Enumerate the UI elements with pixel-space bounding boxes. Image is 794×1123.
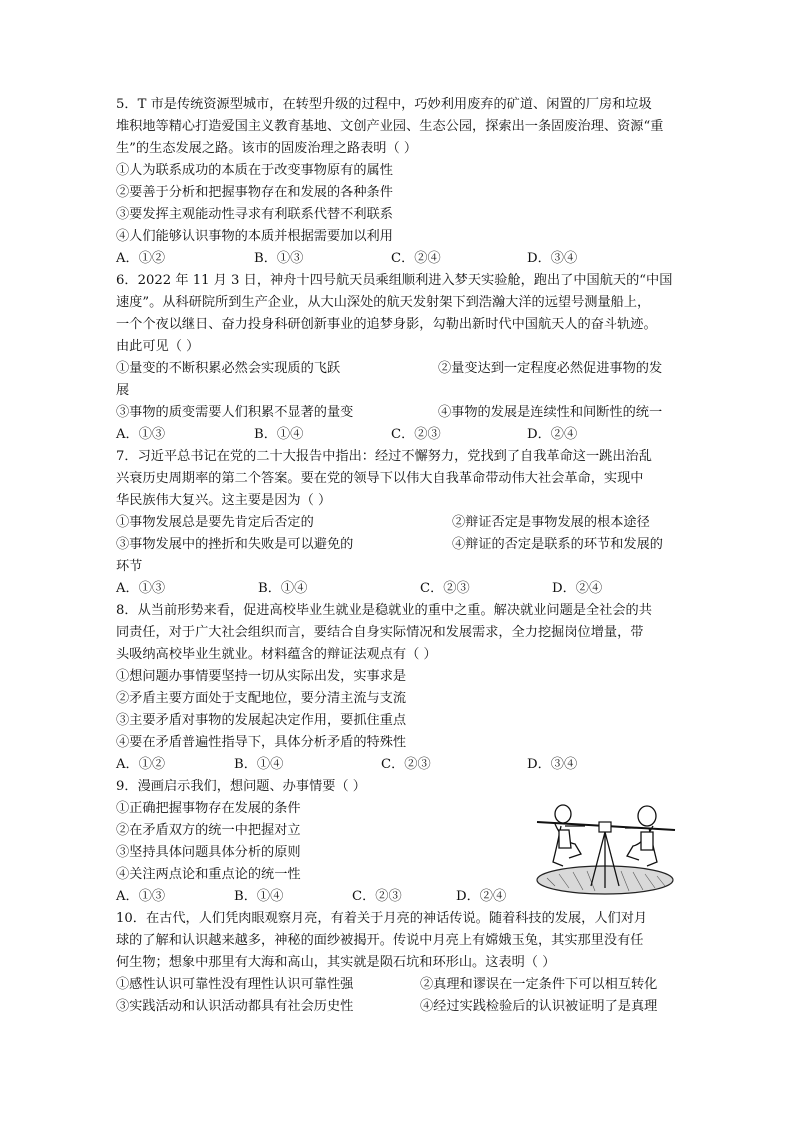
question-7-choice-c: C．②③ bbox=[420, 581, 470, 596]
question-9-item-3: ③坚持具体问题具体分析的原则 bbox=[116, 845, 301, 860]
question-8-choice-a: A．①② bbox=[116, 757, 166, 772]
question-10-item-1: ①感性认识可靠性没有理性认识可靠性强 bbox=[116, 977, 354, 992]
question-7-stem-line-1: 7．习近平总书记在党的二十大报告中指出：经过不懈努力，党找到了自我革命这一跳出治乱 bbox=[116, 449, 652, 464]
question-9-choice-b: B．①④ bbox=[234, 889, 284, 904]
question-9-item-4: ④关注两点论和重点论的统一性 bbox=[116, 867, 301, 882]
question-7-choice-d: D．②④ bbox=[552, 581, 603, 596]
question-5-item-2: ②要善于分析和把握事物存在和发展的各种条件 bbox=[116, 185, 393, 200]
question-8-stem-line-1: 8．从当前形势来看，促进高校毕业生就业是稳就业的重中之重。解决就业问题是全社会的共 bbox=[116, 603, 652, 618]
question-9-choice-d: D．②④ bbox=[456, 889, 507, 904]
question-7-item-4: ④辩证的否定是联系的环节和发展的 bbox=[452, 537, 663, 552]
question-7-choice-b: B．①④ bbox=[258, 581, 308, 596]
question-5-choice-c: C．②④ bbox=[391, 251, 441, 266]
question-7-item-1: ①事物发展总是要先肯定后否定的 bbox=[116, 515, 314, 530]
question-6-choice-b: B．①④ bbox=[254, 427, 304, 442]
question-6-stem-line-2: 速度”。从科研院所到生产企业，从大山深处的航天发射架下到浩瀚大洋的远望号测量船上， bbox=[116, 295, 651, 310]
question-8-choice-d: D．③④ bbox=[527, 757, 578, 772]
question-10-item-3: ③实践活动和认识活动都具有社会历史性 bbox=[116, 999, 354, 1014]
question-10-stem-line-3: 何生物；想象中那里有大海和高山，其实就是陨石坑和环形山。这表明（ ） bbox=[116, 955, 556, 970]
question-9-stem: 9．漫画启示我们，想问题、办事情要（ ） bbox=[116, 779, 366, 794]
question-8-item-4: ④要在矛盾普遍性指导下，具体分析矛盾的特殊性 bbox=[116, 735, 407, 750]
question-5-item-1: ①人为联系成功的本质在于改变事物原有的属性 bbox=[116, 163, 393, 178]
question-8-choice-c: C．②③ bbox=[381, 757, 431, 772]
question-6-choice-a: A．①③ bbox=[116, 427, 166, 442]
question-6-choice-c: C．②③ bbox=[391, 427, 441, 442]
question-8-item-1: ①想问题办事情要坚持一切从实际出发，实事求是 bbox=[116, 669, 407, 684]
question-5-stem-line-3: 生”的生态发展之路。该市的固废治理之路表明（ ） bbox=[116, 141, 418, 156]
question-9-item-2: ②在矛盾双方的统一中把握对立 bbox=[116, 823, 301, 838]
question-7-stem-line-3: 华民族伟大复兴。这主要是因为（ ） bbox=[116, 493, 332, 508]
question-9-choice-a: A．①③ bbox=[116, 889, 166, 904]
question-6-item-4: ④事物的发展是连续性和间断性的统一 bbox=[438, 405, 663, 420]
question-8-stem-line-2: 同责任，对于广大社会组织而言，要结合自身实际情况和发展需求，全力挖掘岗位增量，带 bbox=[116, 625, 644, 640]
question-6-item-2-wrap: 展 bbox=[116, 383, 130, 398]
question-10-stem-line-1: 10．在古代，人们凭肉眼观察月亮，有着关于月亮的神话传说。随着科技的发展，人们对月 bbox=[116, 911, 648, 926]
cartoon-illustration bbox=[525, 796, 685, 896]
question-5-choice-a: A．①② bbox=[116, 251, 166, 266]
question-5-item-4: ④人们能够认识事物的本质并根据需要加以利用 bbox=[116, 229, 393, 244]
question-10-item-4: ④经过实践检验后的认识被证明了是真理 bbox=[420, 999, 658, 1014]
question-7-item-2: ②辩证否定是事物发展的根本途径 bbox=[452, 515, 650, 530]
cartoon-right-figure bbox=[625, 806, 657, 866]
question-6-stem-line-4: 由此可见（ ） bbox=[116, 339, 200, 354]
question-10-stem-line-2: 球的了解和认识越来越多，神秘的面纱被揭开。传说中月亮上有嫦娥玉兔，其实那里没有任 bbox=[116, 933, 644, 948]
question-6-item-3: ③事物的质变需要人们积累不显著的量变 bbox=[116, 405, 354, 420]
question-6-item-2: ②量变达到一定程度必然促进事物的发 bbox=[438, 361, 663, 376]
question-7-stem-line-2: 兴衰历史周期率的第二个答案。要在党的领导下以伟大自我革命带动伟大社会革命，实现中 bbox=[116, 471, 644, 486]
question-7-choice-a: A．①③ bbox=[116, 581, 166, 596]
question-6-stem-line-3: 一个个夜以继日、奋力投身科研创新事业的追梦身影，勾勒出新时代中国航天人的奋斗轨迹。 bbox=[116, 317, 657, 332]
question-9-item-1: ①正确把握事物存在发展的条件 bbox=[116, 801, 301, 816]
question-5-item-3: ③要发挥主观能动性寻求有利联系代替不利联系 bbox=[116, 207, 393, 222]
question-8-choice-b: B．①④ bbox=[234, 757, 284, 772]
question-6-stem-line-1: 6．2022 年 11 月 3 日，神舟十四号航天员乘组顺利进入梦天实验舱，跑出了中国航天的“中国 bbox=[116, 273, 673, 288]
question-6-choice-d: D．②④ bbox=[527, 427, 578, 442]
question-8-item-3: ③主要矛盾对事物的发展起决定作用，要抓住重点 bbox=[116, 713, 407, 728]
question-5-choice-b: B．①③ bbox=[254, 251, 304, 266]
question-9-choice-c: C．②③ bbox=[352, 889, 402, 904]
question-5-stem-line-2: 堆积地等精心打造爱国主义教育基地、文创产业园、生态公园，探索出一条固废治理、资源“重 bbox=[116, 119, 664, 134]
question-7-item-4-wrap: 环节 bbox=[116, 559, 143, 574]
cartoon-instrument-head bbox=[599, 822, 611, 832]
cartoon-left-figure bbox=[553, 805, 585, 866]
question-10-item-2: ②真理和谬误在一定条件下可以相互转化 bbox=[420, 977, 658, 992]
question-8-stem-line-3: 头吸纳高校毕业生就业。材料蕴含的辩证法观点有（ ） bbox=[116, 647, 437, 662]
question-5-stem-line-1: 5．T 市是传统资源型城市，在转型升级的过程中，巧妙利用废弃的矿道、闲置的厂房和垃圾 bbox=[116, 97, 652, 112]
question-6-item-1: ①量变的不断积累必然会实现质的飞跃 bbox=[116, 361, 341, 376]
question-7-item-3: ③事物发展中的挫折和失败是可以避免的 bbox=[116, 537, 354, 552]
question-8-item-2: ②矛盾主要方面处于支配地位，要分清主流与支流 bbox=[116, 691, 407, 706]
question-5-choice-d: D．③④ bbox=[527, 251, 578, 266]
